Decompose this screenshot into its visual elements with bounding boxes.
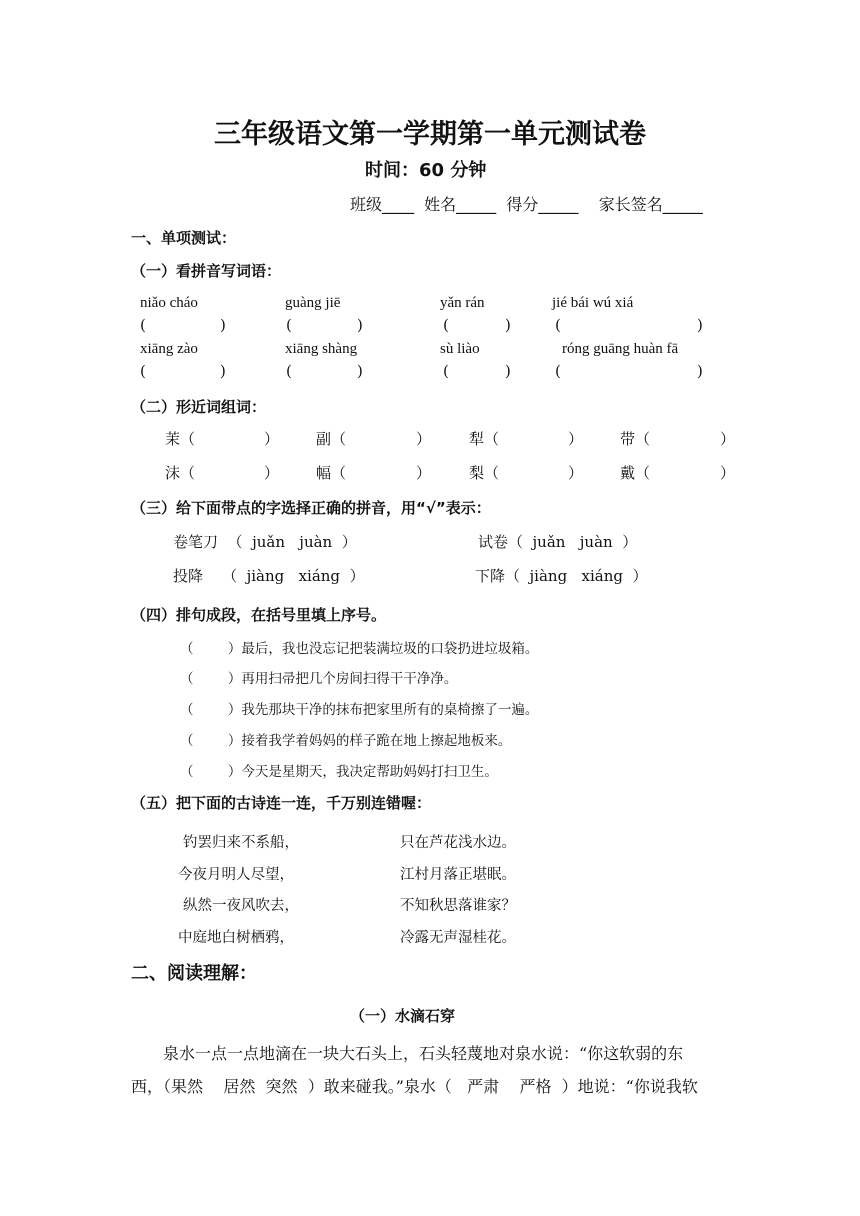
ordering-sentence: （ ）接着我学着妈妈的样子跪在地上擦起地板来。 <box>180 733 512 749</box>
word-item: 犁（ <box>469 430 500 448</box>
answer-paren-close: ) <box>357 362 363 380</box>
poem-line-right: 冷露无声湿桂花。 <box>400 930 516 946</box>
word-item: 沫（ <box>165 464 196 482</box>
answer-paren-close: ) <box>220 362 226 380</box>
poem-line-left: 今夜月明人尽望， <box>178 867 294 883</box>
answer-paren-open: ( <box>443 316 449 334</box>
poem-line-left: 纵然一夜风吹去， <box>183 898 299 914</box>
ordering-sentence: （ ）再用扫帚把几个房间扫得干干净净。 <box>180 671 458 687</box>
pinyin-choice-item: 下降（ jiàng xiáng ） <box>475 567 648 585</box>
word-close-paren: ） <box>720 430 736 448</box>
answer-paren-open: ( <box>443 362 449 380</box>
answer-paren-close: ) <box>505 362 511 380</box>
student-info-line: 班级____ 姓名_____ 得分_____ 家长签名_____ <box>350 195 703 214</box>
word-item: 带（ <box>620 430 651 448</box>
pinyin-choice-item: 卷笔刀 （ juǎn juàn ） <box>173 533 357 551</box>
word-close-paren: ） <box>264 430 280 448</box>
poem-line-right: 不知秋思落谁家？ <box>400 898 516 914</box>
poem-line-left: 中庭地白树栖鸦， <box>178 930 294 946</box>
pinyin-choice-item: 试卷（ juǎn juàn ） <box>478 533 638 551</box>
answer-paren-close: ) <box>697 362 703 380</box>
exam-time: 时间：60 分钟 <box>365 160 487 181</box>
ordering-sentence: （ ）今天是星期天，我决定帮助妈妈打扫卫生。 <box>180 764 498 780</box>
pinyin-item: guàng jiē <box>285 295 341 311</box>
word-close-paren: ） <box>264 464 280 482</box>
pinyin-item: xiāng shàng <box>285 341 358 357</box>
answer-paren-close: ) <box>357 316 363 334</box>
word-item: 梨（ <box>469 464 500 482</box>
answer-paren-open: ( <box>140 362 146 380</box>
section-heading-2: 二、阅读理解： <box>131 963 257 984</box>
word-close-paren: ） <box>416 430 432 448</box>
pinyin-choice-item: 投降 （ jiàng xiáng ） <box>173 567 365 585</box>
word-item: 幅（ <box>316 464 347 482</box>
pinyin-item: sù liào <box>440 341 480 357</box>
q3-heading: （三）给下面带点的字选择正确的拼音，用“√”表示： <box>131 499 491 517</box>
answer-paren-open: ( <box>555 362 561 380</box>
word-close-paren: ） <box>416 464 432 482</box>
answer-paren-open: ( <box>286 362 292 380</box>
ordering-sentence: （ ）最后，我也没忘记把装满垃圾的口袋扔进垃圾箱。 <box>180 641 539 657</box>
passage-line: 泉水一点一点地滴在一块大石头上，石头轻蔑地对泉水说：“你这软弱的东 <box>163 1044 684 1063</box>
pinyin-item: xiāng zào <box>140 341 198 357</box>
q1-heading: （一）看拼音写词语： <box>131 262 282 280</box>
passage-line: 西，（果然 居然 突然 ）敢来碰我。”泉水（ 严肃 严格 ）地说：“你说我软 <box>131 1077 698 1096</box>
answer-paren-open: ( <box>286 316 292 334</box>
answer-paren-open: ( <box>140 316 146 334</box>
poem-line-right: 江村月落正堪眠。 <box>400 867 516 883</box>
ordering-sentence: （ ）我先那块干净的抹布把家里所有的桌椅擦了一遍。 <box>180 702 539 718</box>
word-close-paren: ） <box>568 464 584 482</box>
poem-line-right: 只在芦花浅水边。 <box>400 835 516 851</box>
page-title: 三年级语文第一学期第一单元测试卷 <box>214 119 646 150</box>
q2-heading: （二）形近词组词： <box>131 398 267 416</box>
pinyin-item: jié bái wú xiá <box>552 295 634 311</box>
word-close-paren: ） <box>720 464 736 482</box>
word-item: 副（ <box>316 430 347 448</box>
poem-line-left: 钓罢归来不系船， <box>183 835 299 851</box>
answer-paren-close: ) <box>505 316 511 334</box>
word-close-paren: ） <box>568 430 584 448</box>
word-item: 茉（ <box>165 430 196 448</box>
answer-paren-close: ) <box>220 316 226 334</box>
answer-paren-close: ) <box>697 316 703 334</box>
answer-paren-open: ( <box>555 316 561 334</box>
section-heading-1: 一、单项测试： <box>131 229 237 247</box>
pinyin-item: yǎn rán <box>440 295 485 311</box>
pinyin-item: niǎo cháo <box>140 295 198 311</box>
passage-title: （一）水滴石穿 <box>350 1007 456 1025</box>
pinyin-item: róng guāng huàn fā <box>562 341 679 357</box>
word-item: 戴（ <box>620 464 651 482</box>
q4-heading: （四）排句成段，在括号里填上序号。 <box>131 606 387 624</box>
q5-heading: （五）把下面的古诗连一连，千万别连错喔： <box>131 794 432 812</box>
